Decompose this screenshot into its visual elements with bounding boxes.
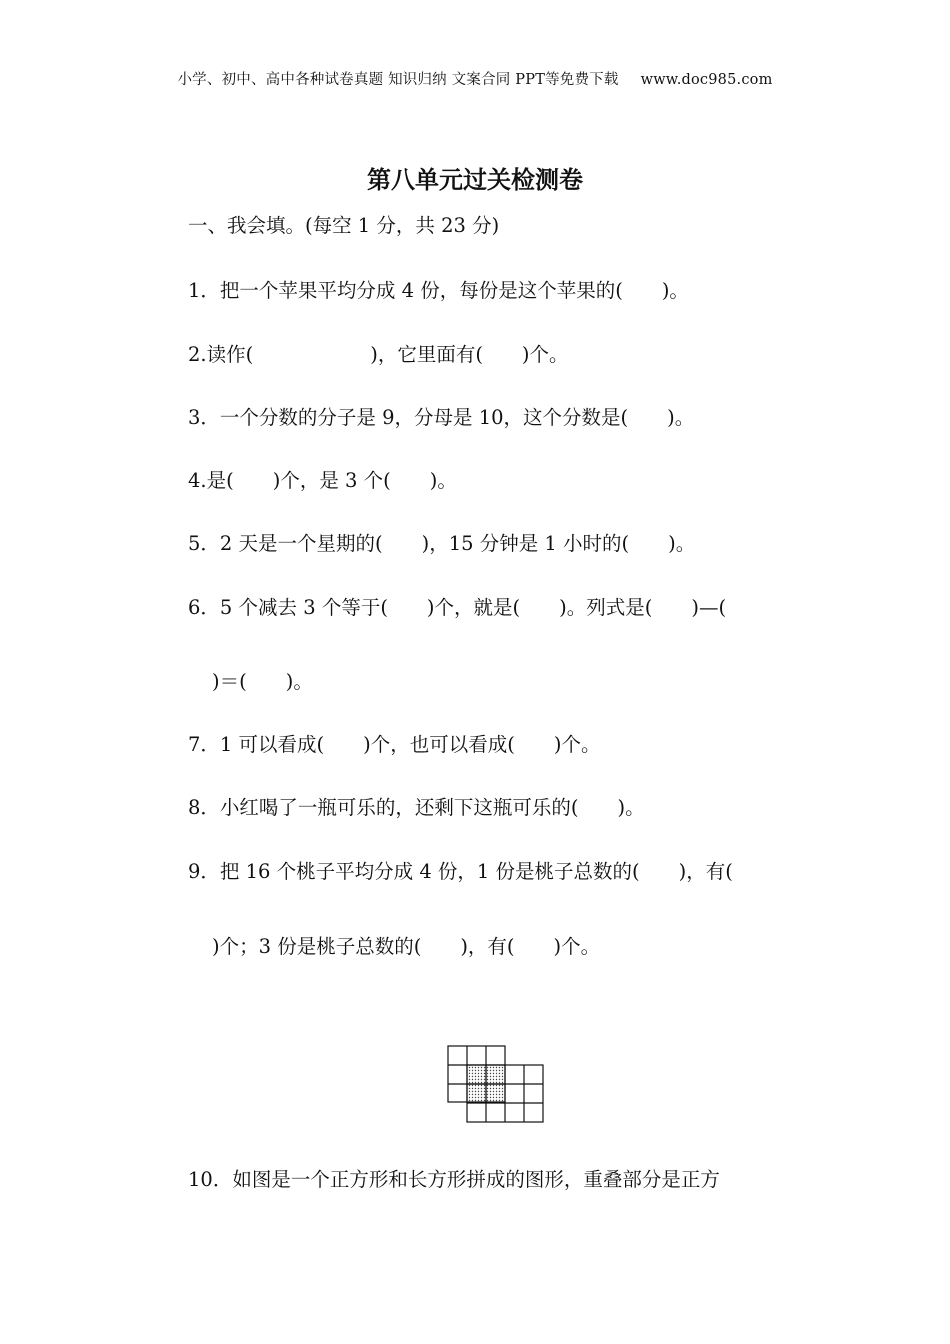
- overlap-figure: [447, 1045, 547, 1125]
- question-7: 7．1 可以看成( )个，也可以看成( )个。: [188, 733, 601, 756]
- question-3: 3．一个分数的分子是 9，分母是 10，这个分数是( )。: [188, 406, 695, 429]
- header-text: 小学、初中、高中各种试卷真题 知识归纳 文案合同 PPT等免费下载: [177, 72, 619, 88]
- section-heading: 一、我会填。(每空 1 分，共 23 分): [188, 214, 500, 237]
- question-8: 8．小红喝了一瓶可乐的，还剩下这瓶可乐的( )。: [188, 796, 645, 819]
- question-10: 10．如图是一个正方形和长方形拼成的图形，重叠部分是正方: [188, 1168, 720, 1191]
- question-5: 5．2 天是一个星期的( )，15 分钟是 1 小时的( )。: [188, 532, 696, 555]
- page-header: [0, 68, 950, 89]
- question-9-line-1: 9．把 16 个桃子平均分成 4 份，1 份是桃子总数的( )，有(: [188, 860, 733, 883]
- question-2: 2.读作( )，它里面有( )个。: [188, 343, 569, 366]
- question-6-line-2: )＝( )。: [212, 670, 313, 693]
- question-9-line-2: )个；3 份是桃子总数的( )，有( )个。: [212, 935, 601, 958]
- header-url[interactable]: www.doc985.com: [640, 72, 773, 88]
- page-title: 第八单元过关检测卷: [367, 166, 583, 194]
- question-1: 1．把一个苹果平均分成 4 份，每份是这个苹果的( )。: [188, 279, 689, 302]
- question-6-line-1: 6．5 个减去 3 个等于( )个，就是( )。列式是( )—(: [188, 596, 727, 619]
- question-4: 4.是( )个，是 3 个( )。: [188, 469, 457, 492]
